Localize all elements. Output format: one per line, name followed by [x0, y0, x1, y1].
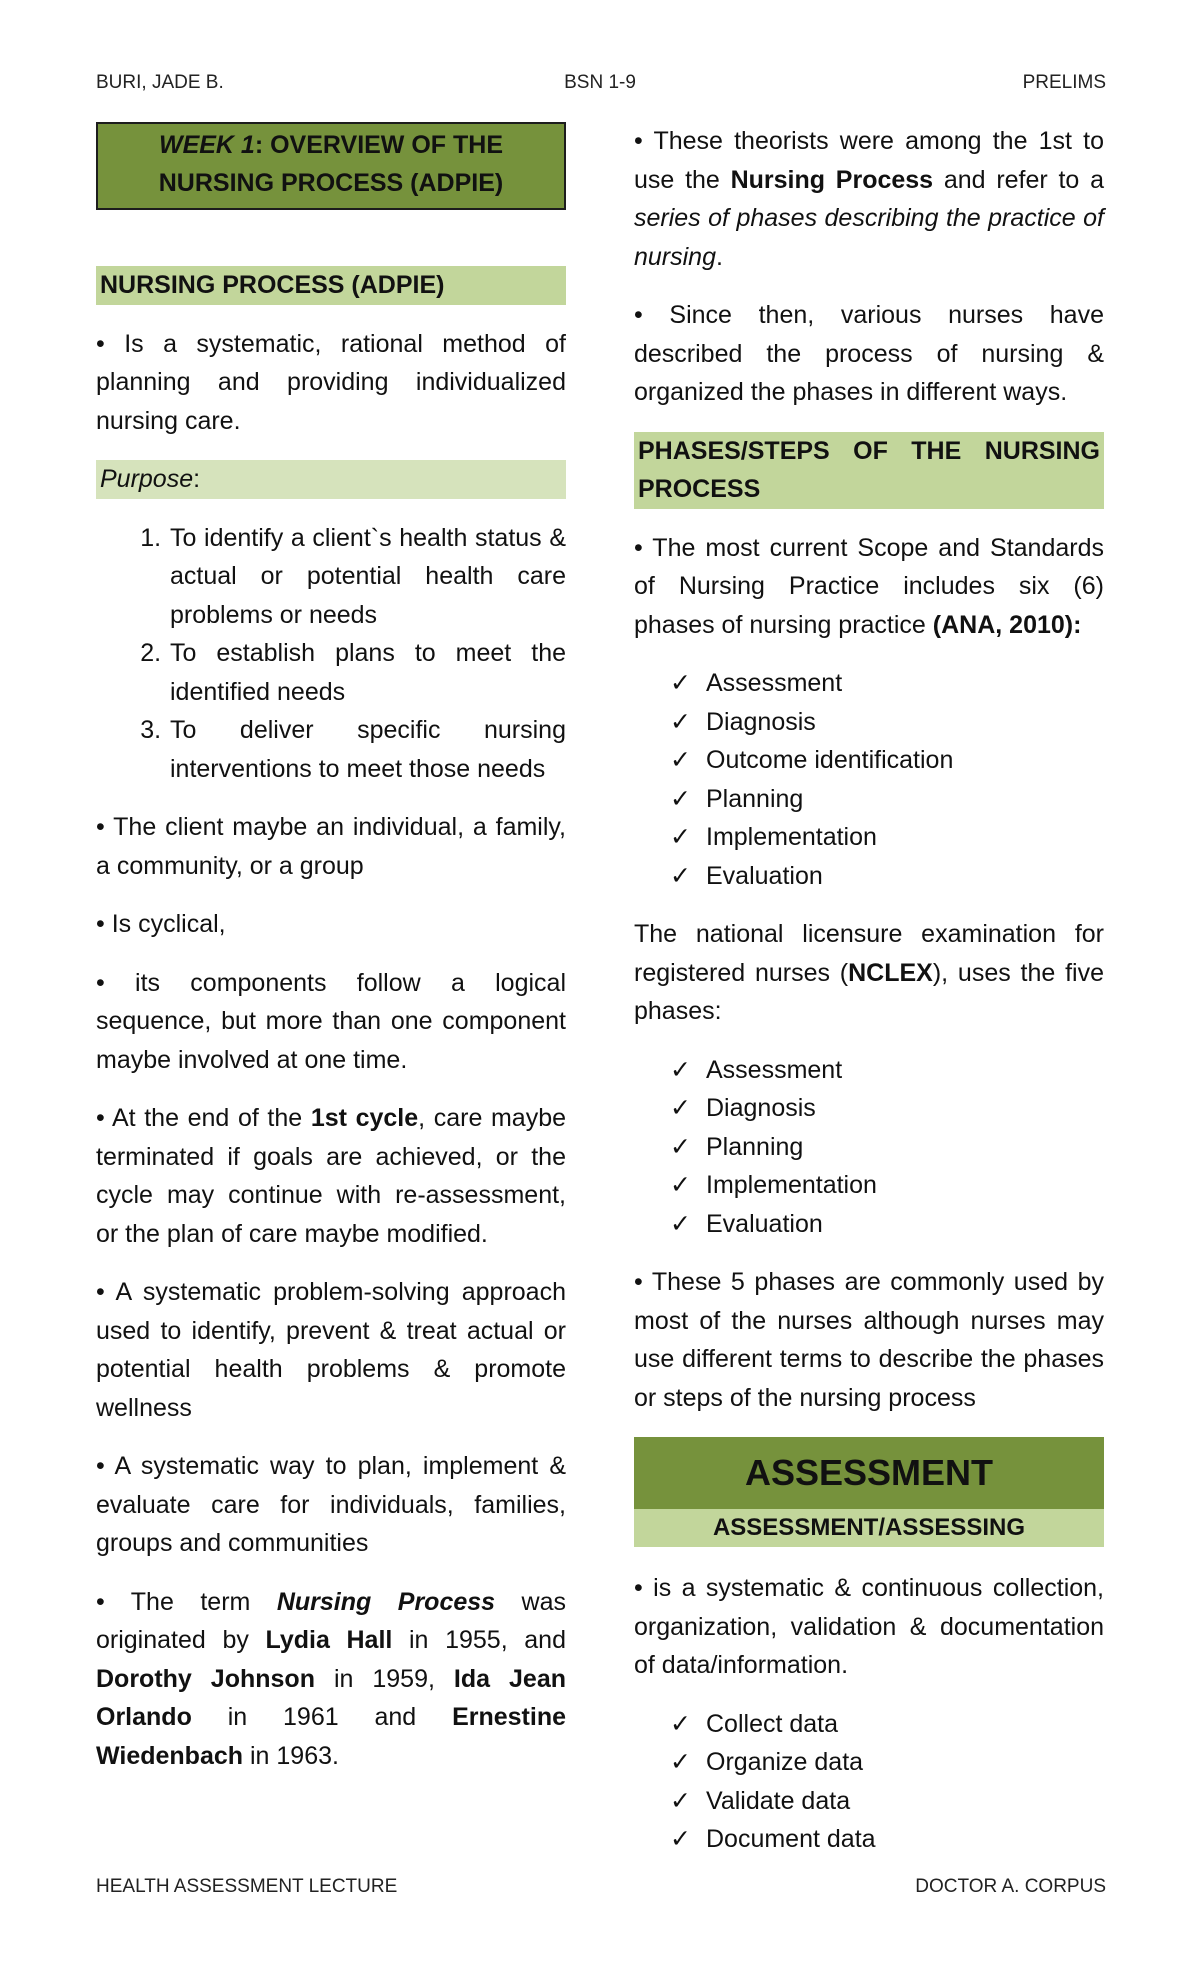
plan-bullet: • A systematic way to plan, implement & evaluate care for individuals, families, groups and communities: [96, 1452, 566, 1557]
text-run: .: [716, 242, 723, 271]
text-run: , care maybe terminated if goals are achieved, or the cycle may continue with re-assessment, or the plan of care maybe modified.: [96, 1104, 567, 1248]
text-run: was originated by: [96, 1587, 567, 1654]
text-run-bold: Nursing Process: [730, 165, 934, 194]
ana-phase-item: [670, 857, 1104, 896]
scope-bullet: [634, 529, 1104, 645]
phase-label: Outcome identification: [706, 746, 954, 774]
text-run: The national licensure examination for registered nurses (: [634, 920, 1104, 987]
phase-label: Diagnosis: [706, 1094, 816, 1122]
checkmark-icon: ✓: [670, 1748, 691, 1776]
purpose-label-band: [96, 460, 566, 499]
phase-label: Diagnosis: [706, 707, 816, 736]
checkmark-icon: ✓: [670, 746, 691, 774]
text-run-italic: series of phases describing the practice of nursing: [634, 204, 1104, 271]
text-run: in 1963.: [243, 1741, 339, 1770]
definition-bullet: • Is a systematic, rational method of planning and providing individualized nursing care.: [96, 329, 566, 435]
text-run-bold: (ANA, 2010):: [932, 610, 1082, 639]
checkmark-icon: ✓: [670, 861, 691, 890]
phase-label: Planning: [706, 1132, 804, 1161]
checkmark-icon: ✓: [670, 1786, 691, 1815]
text-run: in 1955, and: [392, 1626, 566, 1654]
phase-label: Implementation: [706, 823, 877, 851]
purpose-list: [96, 519, 566, 789]
phase-label: Evaluation: [706, 1209, 823, 1238]
text-run-bold-italic: Nursing Process: [276, 1587, 496, 1616]
assessment-step-item: [670, 1705, 1104, 1744]
purpose-item: 1. To identify a client`s health status & actual or potential health care problems or needs: [168, 519, 566, 635]
phase-label: Assessment: [706, 1055, 843, 1084]
theorist-name: Dorothy Johnson: [96, 1664, 315, 1693]
cyclical-bullet: • Is cyclical,: [96, 910, 226, 938]
nclex-phase-item: [670, 1205, 1104, 1244]
phase-label: Assessment: [706, 669, 843, 697]
client-bullet: • The client maybe an individual, a family, a community, or a group: [96, 813, 566, 880]
right-column: [634, 122, 1104, 1879]
week-title-box: [96, 122, 566, 210]
footer-course: HEALTH ASSESSMENT LECTURE: [96, 1876, 398, 1897]
text-run: in 1959,: [314, 1664, 454, 1693]
left-column: [96, 122, 566, 1795]
phases-heading: PHASES/STEPS OF THE NURSING PROCESS: [634, 432, 1104, 509]
end-cycle-bullet: [96, 1099, 566, 1253]
text-run: ), uses the five phases:: [634, 958, 1104, 1025]
purpose-colon: :: [193, 465, 201, 493]
checkmark-icon: ✓: [670, 1709, 691, 1738]
assessment-subtitle: ASSESSMENT/ASSESSING: [634, 1509, 1104, 1547]
nclex-phase-item: [670, 1166, 1104, 1205]
header-author: BURI, JADE B.: [96, 72, 224, 93]
purpose-item: 2. To establish plans to meet the identified needs: [168, 634, 566, 711]
text-run: in 1961 and: [191, 1703, 453, 1731]
ana-phase-item: [670, 703, 1104, 742]
theorists-bullet: [634, 122, 1104, 276]
nclex-paragraph: [634, 915, 1104, 1031]
header-exam: PRELIMS: [1022, 72, 1106, 93]
step-label: Validate data: [706, 1786, 851, 1815]
checkmark-icon: ✓: [670, 669, 691, 697]
ana-phase-item: [670, 818, 1104, 857]
header-section: BSN 1-9: [564, 72, 636, 93]
assessment-step-list: [634, 1705, 1104, 1859]
purpose-label: Purpose: [100, 465, 194, 493]
common-phases-bullet: • These 5 phases are commonly used by most of the nurses although nurses may use different terms to describe the phases or steps of the nursing process: [634, 1268, 1104, 1412]
ana-phase-item: [670, 780, 1104, 819]
assessment-step-item: [670, 1743, 1104, 1782]
assessment-step-item: [670, 1820, 1104, 1859]
footer-instructor: DOCTOR A. CORPUS: [915, 1876, 1106, 1897]
since-bullet: • Since then, various nurses have described the process of nursing & organized the phases in different ways.: [634, 301, 1104, 406]
assessment-definition: • is a systematic & continuous collection, organization, validation & documentation of data/information.: [634, 1574, 1104, 1679]
week-title: : OVERVIEW OF THE NURSING PROCESS (ADPIE): [158, 131, 504, 197]
term-origin-bullet: [96, 1583, 566, 1776]
checkmark-icon: ✓: [670, 1825, 691, 1853]
checkmark-icon: ✓: [670, 784, 691, 813]
assessment-title: ASSESSMENT: [634, 1437, 1104, 1509]
text-run: • These theorists were among the 1st to use the: [634, 127, 1104, 194]
nursing-process-heading: NURSING PROCESS (ADPIE): [96, 266, 566, 305]
text-run: • The most current Scope and Standards of Nursing Practice includes six (6) phases of nursing practice: [634, 533, 1104, 639]
purpose-item: 3. To deliver specific nursing interventions to meet those needs: [168, 711, 566, 788]
step-label: Organize data: [706, 1748, 864, 1776]
checkmark-icon: ✓: [670, 707, 691, 736]
components-bullet: • its components follow a logical sequence, but more than one component maybe involved at one time.: [96, 968, 566, 1074]
assessment-step-item: [670, 1782, 1104, 1821]
theorist-name: Ida Jean Orlando: [96, 1664, 566, 1731]
checkmark-icon: ✓: [670, 1094, 691, 1122]
nclex-phase-item: [670, 1089, 1104, 1128]
text-run: • At the end of the: [96, 1104, 311, 1132]
checkmark-icon: ✓: [670, 1055, 691, 1084]
nclex-phase-item: [670, 1051, 1104, 1090]
week-label: WEEK 1: [158, 131, 255, 159]
text-run: • The term: [96, 1587, 277, 1616]
text-run-bold: 1st cycle: [310, 1104, 419, 1132]
ana-phase-list: [634, 664, 1104, 895]
phase-label: Evaluation: [706, 861, 823, 890]
checkmark-icon: ✓: [670, 1132, 691, 1161]
ana-phase-item: [670, 741, 1104, 780]
nclex-phase-list: [634, 1051, 1104, 1244]
checkmark-icon: ✓: [670, 1171, 691, 1199]
text-run-bold: NCLEX: [848, 958, 933, 987]
text-run: and refer to a: [933, 165, 1105, 194]
checkmark-icon: ✓: [670, 823, 691, 851]
step-label: Document data: [706, 1825, 876, 1853]
checkmark-icon: ✓: [670, 1209, 691, 1238]
phase-label: Planning: [706, 784, 804, 813]
problem-solving-bullet: • A systematic problem-solving approach used to identify, prevent & treat actual or potential health problems & promote wellness: [96, 1278, 566, 1422]
step-label: Collect data: [706, 1709, 839, 1738]
theorist-name: Ernestine Wiedenbach: [96, 1703, 566, 1770]
phase-label: Implementation: [706, 1171, 877, 1199]
nclex-phase-item: [670, 1128, 1104, 1167]
ana-phase-item: [670, 664, 1104, 703]
theorist-name: Lydia Hall: [265, 1626, 393, 1654]
